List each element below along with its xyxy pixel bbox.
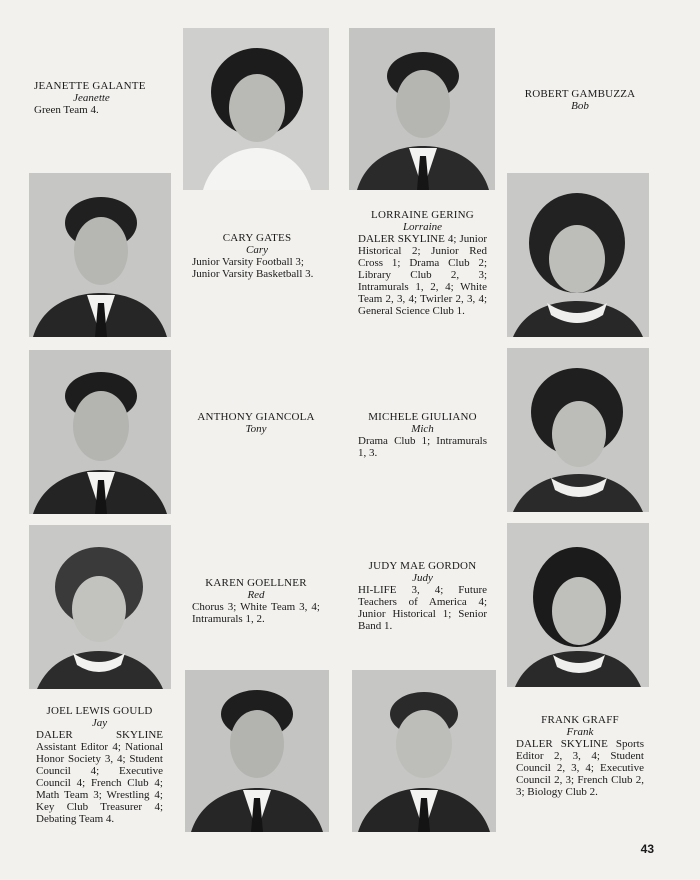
student-nickname: Jay: [91, 717, 108, 729]
student-name: CARY GATES: [222, 232, 292, 244]
student-activities: Junior Varsity Football 3; Junior Varsity Basketball 3.: [192, 256, 314, 280]
student-activities: Green Team 4.: [34, 104, 99, 116]
student-activities: Chorus 3; White Team 3, 4; Intramurals 1, 2.: [192, 601, 320, 625]
student-nickname: Lorraine: [402, 221, 443, 233]
entry-joel-lewis-gould: [36, 705, 163, 825]
portrait-lorraine-gering: [507, 173, 649, 337]
portrait-anthony-giancola: [29, 350, 171, 514]
portrait-jeanette-galante: [183, 28, 329, 190]
entry-frank-graff: [516, 714, 644, 798]
portrait-robert-gambuzza: [349, 28, 495, 190]
student-activities: Drama Club 1; Intramurals 1, 3.: [358, 435, 487, 459]
student-name: LORRAINE GERING: [371, 209, 474, 221]
student-nickname: Mich: [411, 423, 434, 435]
portrait-joel-lewis-gould: [185, 670, 329, 832]
entry-lorraine-gering: [358, 209, 487, 317]
student-name: KAREN GOELLNER: [205, 577, 307, 589]
student-name: JEANETTE GALANTE: [34, 80, 146, 92]
student-nickname: Tony: [245, 423, 267, 435]
entry-karen-goellner: [192, 577, 320, 625]
student-name: ROBERT GAMBUZZA: [524, 88, 636, 100]
student-activities: DALER SKYLINE 4; Junior Historical 2; Junior Red Cross 1; Drama Club 2; Library Club 2, 3; Intramurals 1, 2, 4; White Team 2, 3, 4; Twirler 2, 3, 4; General Science Club 1.: [358, 233, 487, 317]
entry-robert-gambuzza: [510, 88, 650, 112]
student-name: MICHELE GIULIANO: [368, 411, 477, 423]
student-nickname: Cary: [246, 244, 268, 256]
entry-michele-giuliano: [358, 411, 487, 459]
portrait-michele-giuliano: [507, 348, 649, 512]
student-name: JUDY MAE GORDON: [368, 560, 477, 572]
portrait-frank-graff: [352, 670, 496, 832]
portrait-cary-gates: [29, 173, 171, 337]
student-nickname: Bob: [571, 100, 589, 112]
student-activities: DALER SKYLINE Assistant Editor 4; National Honor Society 3, 4; Student Council 4; Executive Council 4; French Club 4; Math Team 3; Wrestling 4; Key Club Treasurer 4; Debating Team 4.: [36, 729, 163, 825]
entry-anthony-giancola: [196, 411, 316, 435]
student-name: JOEL LEWIS GOULD: [46, 705, 153, 717]
student-activities: HI-LIFE 3, 4; Future Teachers of America 4; Junior Historical 1; Senior Band 1.: [358, 584, 487, 632]
student-nickname: Frank: [566, 726, 594, 738]
portrait-judy-mae-gordon: [507, 523, 649, 687]
entry-cary-gates: [192, 232, 322, 280]
student-name: ANTHONY GIANCOLA: [197, 411, 315, 423]
entry-jeanette-galante: [34, 80, 169, 116]
entry-judy-mae-gordon: [358, 560, 487, 632]
student-nickname: Judy: [412, 572, 433, 584]
portrait-karen-goellner: [29, 525, 171, 689]
student-nickname: Red: [247, 589, 265, 601]
page-number: 43: [640, 842, 654, 856]
student-activities: DALER SKYLINE Sports Editor 2, 3, 4; Student Council 2, 3, 4; Executive Council 2, 3; French Club 2, 3; Biology Club 2.: [516, 738, 644, 798]
student-name: FRANK GRAFF: [541, 714, 619, 726]
student-nickname: Jeanette: [73, 92, 110, 104]
